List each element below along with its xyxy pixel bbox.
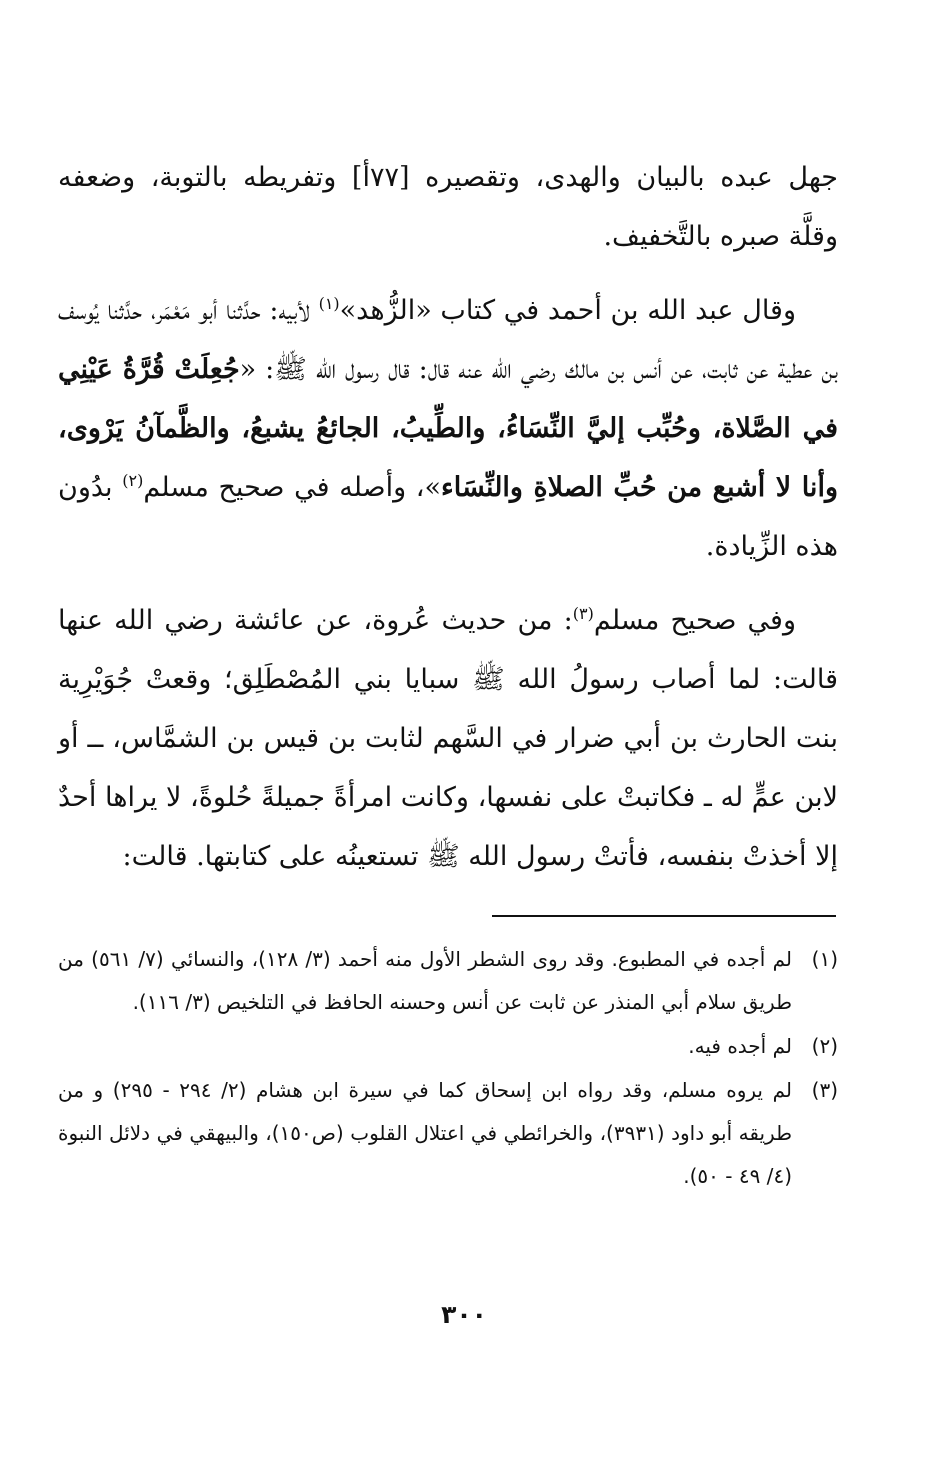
footnote-number: (١) xyxy=(811,947,838,971)
footnote-number: (٢) xyxy=(811,1034,838,1058)
footnote-item xyxy=(58,938,838,1024)
paragraph-3-text-a: وفي صحيح مسلم xyxy=(593,605,796,636)
footnote-ref-3[interactable]: (٣) xyxy=(572,604,594,623)
hadith-text: جُعِلَتْ قُرَّةُ عَيْنِي في الصَّلاة، وحُبِّب إليَّ النِّسَاءُ، والطِّيبُ، الجائعُ يشبعُ، والظَّمآنُ يَرْوى، وأنا لا أشبع من حُبِّ الصلاةِ والنِّسَاء xyxy=(58,354,838,503)
footnote-number: (٣) xyxy=(811,1078,838,1102)
paragraph-1-text: جهل عبده بالبيان والهدى، وتقصيره [٧٧أ] وتفريطه بالتوبة، وضعفه وقلَّة صبره بالتَّخفيف. xyxy=(58,162,838,252)
footnote-ref-2[interactable]: (٢) xyxy=(122,471,144,490)
footnote-ref-1[interactable]: (١) xyxy=(318,294,340,313)
paragraph-1 xyxy=(58,148,838,266)
footnote-text: لم أجده فيه. xyxy=(688,1034,792,1058)
footnotes-section xyxy=(58,938,838,1199)
footnote-item xyxy=(58,1069,838,1198)
page-number: ٣٠٠ xyxy=(441,1300,487,1329)
paragraph-2-text-c: »، وأصله في صحيح مسلم xyxy=(143,472,442,503)
paragraph-2-text-d: بدُون هذه الزِّيادة. xyxy=(58,472,838,562)
footnote-text: لم أجده في المطبوع. وقد روى الشطر الأول منه أحمد (٣/ ١٢٨)، والنسائي (٧/ ٥٦١) من طريق سلام أبي المنذر عن ثابت عن أنس وحسنه الحافظ في التلخيص (٣/ ١١٦). xyxy=(58,947,792,1014)
paragraph-2-text-a: وقال عبد الله بن أحمد في كتاب «الزُّهد» xyxy=(339,295,796,326)
footnote-divider xyxy=(492,915,836,917)
paragraph-3-text-b: : من حديث عُروة، عن عائشة رضي الله عنها قالت: لما أصاب رسولُ الله ﷺ سبايا بني المُصْطَلِق؛ وقعتْ جُوَيْرِية بنت الحارث بن أبي ضرار في السَّهم لثابت بن قيس بن الشمَّاس، ــ أو لابن عمٍّ له ـ فكاتبتْ على نفسها، وكانت امرأةً جميلةً حُلوةً، لا يراها أحدٌ إلا أخذتْ بنفسه، فأتتْ رسول الله ﷺ تستعينُه على كتابتها. قالت: xyxy=(58,605,838,872)
paragraph-2-text-b: لأبيه: حدَّثنا أبو مَعْمَر، حدَّثنا يُوسف بن عطية عن ثابت، عن أنس بن مالك رضي الله عنه قال: قال رسول الله ﷺ: « xyxy=(58,295,838,385)
paragraph-3 xyxy=(58,591,838,886)
footnote-text: لم يروه مسلم، وقد رواه ابن إسحاق كما في سيرة ابن هشام (٢/ ٢٩٤ - ٢٩٥) و من طريقه أبو داود (٣٩٣١)، والخرائطي في اعتلال القلوب (ص١٥٠)، والبيهقي في دلائل النبوة (٤/ ٤٩ - ٥٠). xyxy=(58,1078,793,1188)
paragraph-2 xyxy=(58,281,838,576)
footnote-item xyxy=(58,1025,838,1068)
main-text-block xyxy=(58,148,838,901)
